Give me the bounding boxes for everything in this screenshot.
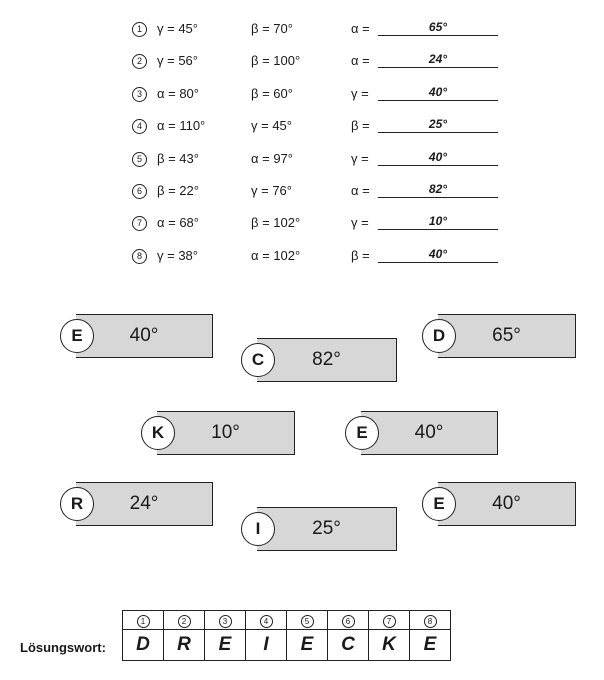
solution-letter: R xyxy=(164,630,205,661)
given-angle-1: β = 43° xyxy=(157,151,199,166)
task-number: 5 xyxy=(132,152,147,167)
letter-tag xyxy=(356,411,498,455)
asked-angle: α = xyxy=(351,183,370,198)
given-angle-2: β = 60° xyxy=(251,86,293,101)
solution-letter: D xyxy=(123,630,164,661)
answer-line: 24° xyxy=(378,52,498,68)
solution-letter: K xyxy=(369,630,410,661)
asked-angle: α = xyxy=(351,21,370,36)
solution-number: 6 xyxy=(342,615,355,628)
given-angle-1: γ = 38° xyxy=(157,248,198,263)
task-row-2 xyxy=(0,52,604,74)
tag-angle-value: 25° xyxy=(312,518,341,539)
solution-number: 4 xyxy=(260,615,273,628)
task-row-6 xyxy=(0,182,604,204)
task-row-3 xyxy=(0,85,604,107)
task-number: 2 xyxy=(132,54,147,69)
solution-number-cell xyxy=(369,611,410,630)
solution-letter: E xyxy=(410,630,451,661)
given-angle-1: α = 80° xyxy=(157,86,199,101)
solution-number-cell xyxy=(205,611,246,630)
solution-number: 2 xyxy=(178,615,191,628)
given-angle-2: α = 102° xyxy=(251,248,301,263)
solution-letter: E xyxy=(287,630,328,661)
solution-number-cell xyxy=(123,611,164,630)
answer-line: 25° xyxy=(378,117,498,133)
task-number: 3 xyxy=(132,87,147,102)
solution-number-cell xyxy=(328,611,369,630)
solution-number-cell xyxy=(164,611,205,630)
given-angle-2: γ = 76° xyxy=(251,183,292,198)
tag-angle-value: 40° xyxy=(492,493,521,514)
task-row-4 xyxy=(0,117,604,139)
asked-angle: γ = xyxy=(351,215,369,230)
given-angle-1: γ = 56° xyxy=(157,53,198,68)
tag-letter-circle: E xyxy=(422,487,456,521)
tag-angle-value: 40° xyxy=(129,325,159,346)
tag-letter-circle: E xyxy=(60,319,94,353)
given-angle-2: β = 100° xyxy=(251,53,301,68)
answer-line: 40° xyxy=(378,150,498,166)
given-angle-1: γ = 45° xyxy=(157,21,198,36)
solution-label: Lösungswort: xyxy=(20,640,106,655)
task-row-7 xyxy=(0,214,604,236)
given-angle-2: β = 102° xyxy=(251,215,301,230)
solution-number: 1 xyxy=(137,615,150,628)
solution-number: 5 xyxy=(301,615,314,628)
asked-angle: α = xyxy=(351,53,370,68)
tag-angle-value: 82° xyxy=(312,349,341,370)
solution-letter-row xyxy=(123,630,451,661)
answer-line: 40° xyxy=(378,247,498,263)
tag-letter-circle: R xyxy=(60,487,94,521)
given-angle-1: β = 22° xyxy=(157,183,199,198)
solution-grid xyxy=(122,610,451,661)
tag-letter-circle: D xyxy=(422,319,456,353)
letter-tag xyxy=(432,314,576,358)
letter-tag xyxy=(70,482,213,526)
given-angle-1: α = 110° xyxy=(157,118,206,133)
given-angle-2: β = 70° xyxy=(251,21,293,36)
task-number: 6 xyxy=(132,184,147,199)
task-number: 4 xyxy=(132,119,147,134)
task-number: 1 xyxy=(132,22,147,37)
given-angle-2: γ = 45° xyxy=(251,118,292,133)
asked-angle: β = xyxy=(351,248,370,263)
asked-angle: β = xyxy=(351,118,370,133)
solution-number-cell xyxy=(246,611,287,630)
answer-line: 65° xyxy=(378,20,498,36)
solution-number-cell xyxy=(410,611,451,630)
task-number: 7 xyxy=(132,216,147,231)
task-row-5 xyxy=(0,150,604,172)
solution-number: 3 xyxy=(219,615,232,628)
solution-number-row xyxy=(123,611,451,630)
tag-letter-circle: C xyxy=(241,343,275,377)
solution-number: 8 xyxy=(424,615,437,628)
asked-angle: γ = xyxy=(351,151,369,166)
tag-letter-circle: K xyxy=(141,416,175,450)
tag-angle-value: 65° xyxy=(492,325,521,346)
letter-tag xyxy=(151,411,295,455)
task-number: 8 xyxy=(132,249,147,264)
letter-tag xyxy=(257,507,397,551)
solution-number: 7 xyxy=(383,615,396,628)
solution-letter: C xyxy=(328,630,369,661)
task-row-8 xyxy=(0,247,604,269)
letter-tag xyxy=(251,338,397,382)
letter-tag xyxy=(433,482,576,526)
solution-letter: E xyxy=(205,630,246,661)
answer-line: 82° xyxy=(378,182,498,198)
solution-letter: I xyxy=(246,630,287,661)
tag-angle-value: 24° xyxy=(129,493,159,514)
tag-letter-circle: I xyxy=(241,512,275,546)
given-angle-2: α = 97° xyxy=(251,151,293,166)
tag-letter-circle: E xyxy=(345,416,379,450)
asked-angle: γ = xyxy=(351,86,369,101)
tag-angle-value: 40° xyxy=(414,422,444,443)
answer-line: 40° xyxy=(378,85,498,101)
letter-tag xyxy=(71,314,213,358)
solution-number-cell xyxy=(287,611,328,630)
tag-angle-value: 10° xyxy=(211,422,240,443)
given-angle-1: α = 68° xyxy=(157,215,199,230)
task-row-1 xyxy=(0,20,604,42)
answer-line: 10° xyxy=(378,214,498,230)
